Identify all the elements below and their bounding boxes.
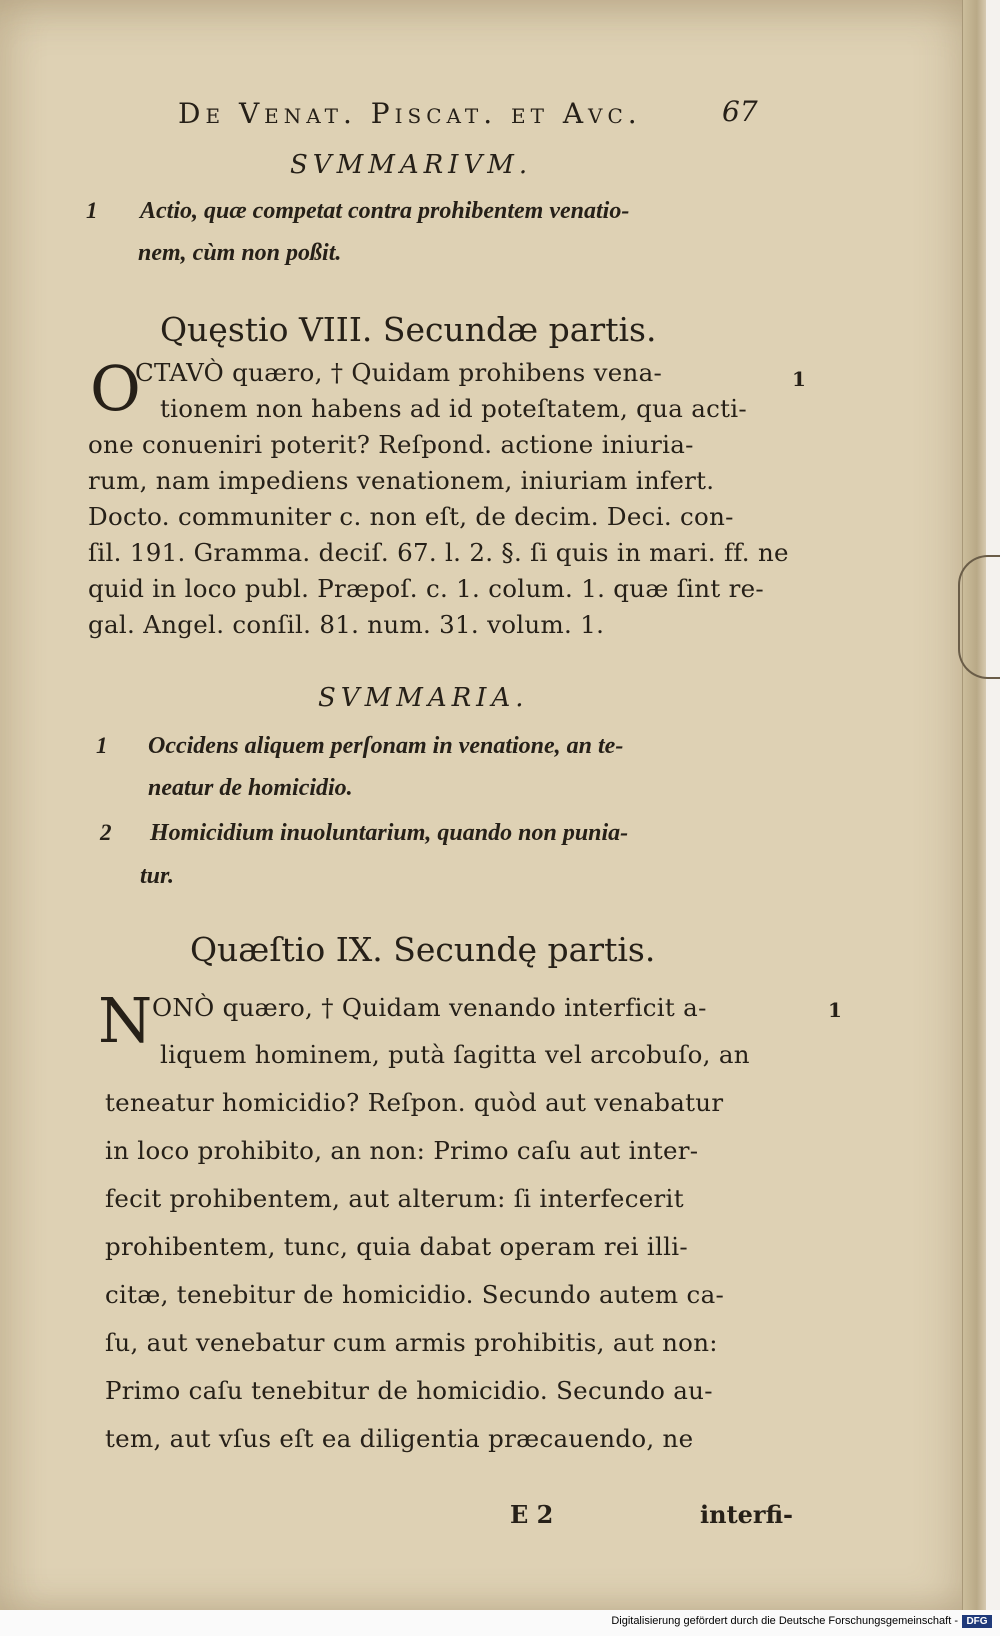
funding-credit: Digitalisierung gefördert durch die Deutsche Forschungsgemeinschaft - (611, 1615, 958, 1627)
page-number: 67 (722, 95, 758, 128)
margin-number: 1 (828, 998, 842, 1022)
body-line: tem, aut vſus eſt ea diligentia præcauendo, ne (105, 1424, 694, 1453)
body-line: Docto. communiter c. non eſt, de decim. Deci. con- (88, 502, 734, 531)
summarium-line: Actio, quæ competat contra prohibentem venatio- (140, 198, 630, 224)
margin-number: 1 (792, 367, 806, 391)
question-title: Quæſtio IX. Secundę partis. (190, 930, 656, 969)
question-title: Quęstio VIII. Secundæ partis. (160, 310, 657, 349)
dfg-logo: DFG (962, 1615, 992, 1628)
tab-mark (958, 555, 1000, 679)
body-line: rum, nam impediens venationem, iniuriam infert. (88, 466, 715, 495)
summaria-line: Homicidium inuoluntarium, quando non punia- (150, 820, 629, 846)
summaria-item-number: 2 (100, 820, 112, 845)
body-line: in loco prohibito, an non: Primo caſu aut inter- (105, 1136, 699, 1165)
page-edge (962, 0, 986, 1610)
summaria-item-number: 1 (96, 733, 108, 758)
drop-cap: N (98, 984, 153, 1057)
signature-mark: E 2 (510, 1500, 554, 1529)
body-line: liquem hominem, putà ſagitta vel arcobuſo, an (160, 1040, 750, 1069)
body-line: fecit prohibentem, aut alterum: ſi interfecerit (105, 1184, 684, 1213)
body-line: citæ, tenebitur de homicidio. Secundo autem ca- (105, 1280, 725, 1309)
summaria-title: SVMMARIA. (318, 683, 529, 713)
body-line: ſil. 191. Gramma. deciſ. 67. l. 2. §. ſi quis in mari. ff. ne (88, 538, 789, 567)
body-line: ſu, aut venebatur cum armis prohibitis, aut non: (105, 1328, 718, 1357)
body-line: one conueniri poterit? Reſpond. actione iniuria- (88, 430, 694, 459)
summarium-line: nem, cùm non poßit. (138, 240, 342, 266)
summaria-line: neatur de homicidio. (148, 775, 353, 801)
summaria-line: Occidens aliquem perſonam in venatione, an te- (148, 733, 624, 759)
body-line: gal. Angel. conſil. 81. num. 31. volum. 1. (88, 610, 605, 639)
body-line: teneatur homicidio? Reſpon. quòd aut venabatur (105, 1088, 724, 1117)
summarium-title: SVMMARIVM. (290, 150, 533, 180)
body-line: Primo caſu tenebitur de homicidio. Secundo au- (105, 1376, 713, 1405)
body-line: CTAVÒ quæro, † Quidam prohibens vena- (135, 358, 663, 387)
body-line: prohibentem, tunc, quia dabat operam rei illi- (105, 1232, 689, 1261)
body-line: tionem non habens ad id poteſtatem, qua acti- (160, 394, 748, 423)
drop-cap: O (90, 352, 141, 425)
body-line: quid in loco publ. Præpoſ. c. 1. colum. 1. quæ ſint re- (88, 574, 764, 603)
summarium-item-number: 1 (86, 198, 98, 223)
catchword: interfi- (700, 1500, 793, 1529)
body-line: ONÒ quæro, † Quidam venando interficit a- (152, 993, 707, 1022)
running-title: De Venat. Piscat. et Avc. (178, 97, 642, 130)
summaria-line: tur. (140, 863, 175, 889)
